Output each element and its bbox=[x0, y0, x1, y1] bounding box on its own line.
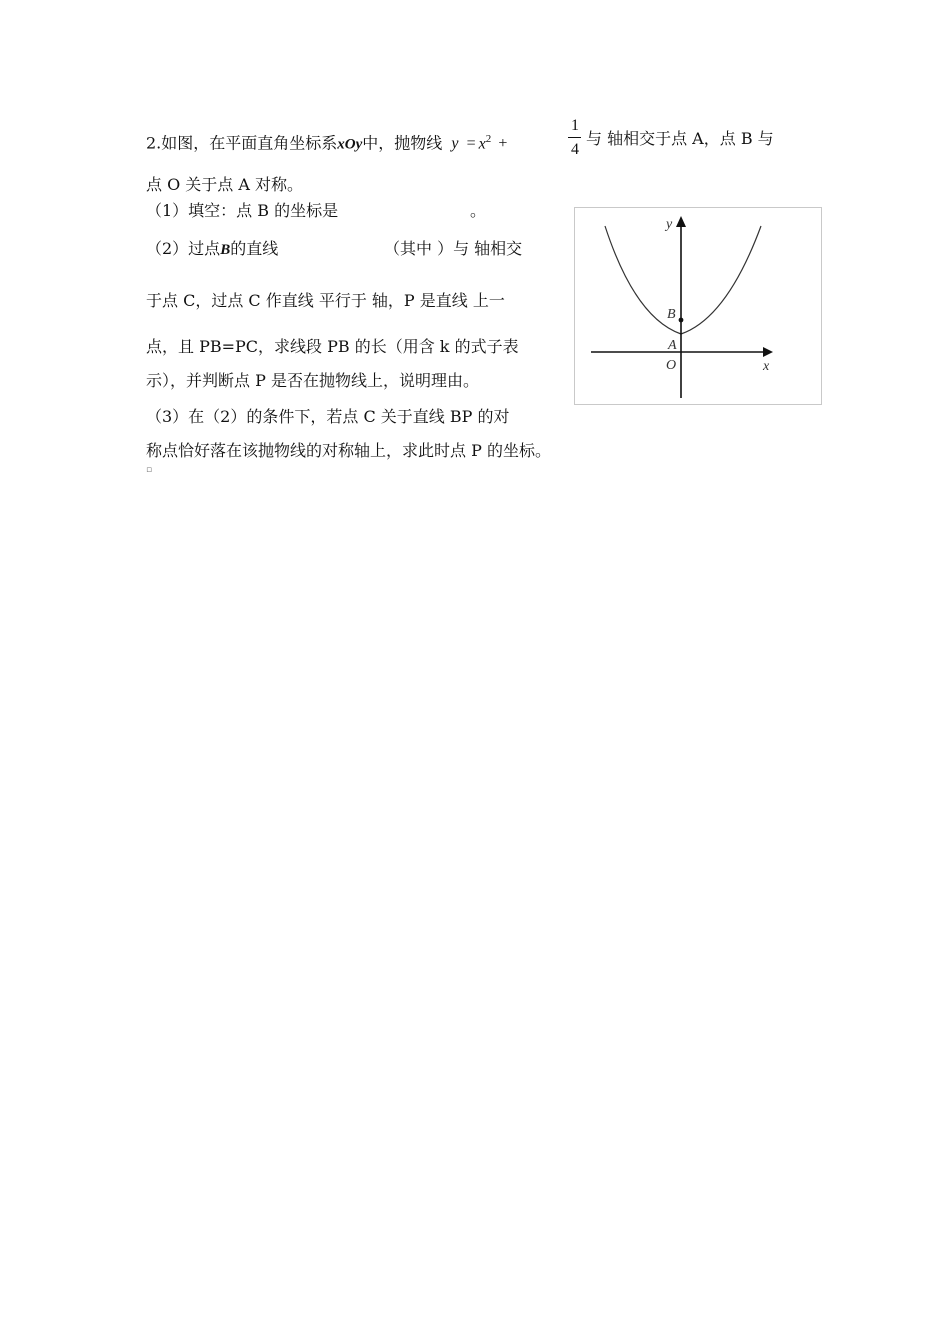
equation-y: y bbox=[451, 135, 459, 153]
parabola-curve bbox=[605, 226, 761, 334]
equation-x: x bbox=[478, 135, 486, 153]
x-axis-arrow bbox=[763, 347, 773, 357]
fraction-bar bbox=[568, 137, 581, 138]
part-3-line-1: （3）在（2）的条件下，若点 C 关于直线 BP 的对 bbox=[146, 407, 510, 426]
part-2-line-2: 于点 C，过点 C 作直线 平行于 轴，P 是直线 上一 bbox=[146, 291, 505, 310]
point-b-symbol: B bbox=[220, 242, 231, 258]
x-axis-label: x bbox=[763, 359, 770, 374]
y-axis-arrow bbox=[676, 216, 686, 227]
problem-line-1 bbox=[146, 128, 509, 155]
part-1-text: （1）填空：点 B 的坐标是 bbox=[146, 201, 339, 220]
paragraph-end-mark: ▫ bbox=[146, 465, 153, 475]
part-2-line-3: 点，且 PB=PC，求线段 PB 的长（用含 k 的式子表 bbox=[146, 337, 519, 356]
part-2-line-4: 示），并判断点 P 是否在抛物线上，说明理由。 bbox=[146, 371, 479, 390]
problem-mid-text: 中，抛物线 bbox=[362, 133, 443, 153]
fraction-numerator: 1 bbox=[571, 117, 579, 134]
problem-intro-text: 2.如图，在平面直角坐标系 bbox=[146, 133, 338, 153]
parabola-figure bbox=[574, 207, 822, 405]
equation-plus: + bbox=[498, 135, 508, 153]
coordinate-system-symbol: xOy bbox=[337, 136, 363, 153]
part-2-text-b: 的直线 bbox=[230, 239, 279, 258]
part-2-line-1-tail: （其中 ）与 轴相交 bbox=[384, 239, 523, 258]
part-2-text-a: （2）过点 bbox=[146, 239, 221, 258]
origin-label: O bbox=[666, 358, 677, 373]
fraction-denominator: 4 bbox=[571, 141, 579, 158]
equation-equals: = bbox=[466, 135, 476, 153]
part-2-line-1 bbox=[146, 238, 278, 261]
y-axis-label: y bbox=[666, 217, 673, 232]
part-3-line-2: 称点恰好落在该抛物线的对称轴上，求此时点 P 的坐标。 bbox=[146, 441, 551, 460]
point-b-dot bbox=[679, 318, 684, 323]
equation-exponent: 2 bbox=[485, 133, 492, 145]
problem-line-1-suffix: 与 轴相交于点 A，点 B 与 bbox=[586, 129, 774, 148]
part-1-end: 。 bbox=[470, 201, 487, 220]
problem-line-2: 点 O 关于点 A 对称。 bbox=[146, 175, 304, 194]
point-a-label: A bbox=[668, 338, 677, 353]
parabola-figure-svg bbox=[575, 208, 821, 404]
point-b-label: B bbox=[667, 307, 676, 322]
